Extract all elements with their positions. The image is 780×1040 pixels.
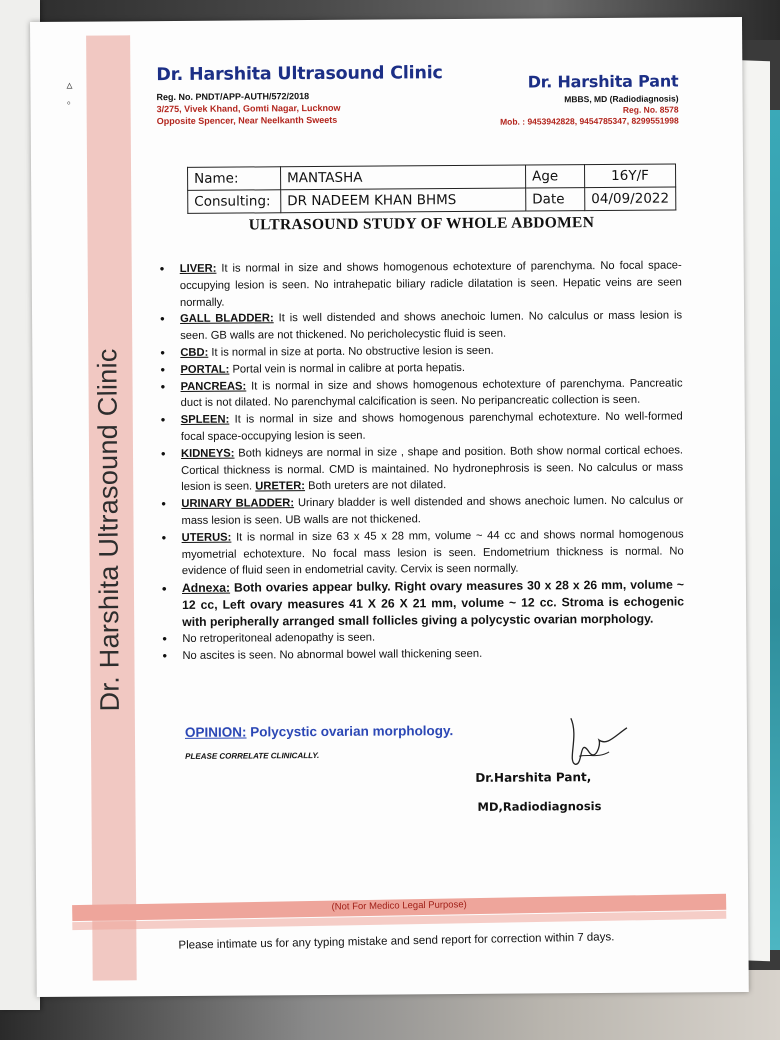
opinion: [185, 723, 453, 740]
finding-text: It is normal in size 63 x 45 x 28 mm, volume ~ 44 cc and shows normal homogenous myometrial echotexture. No focal mass lesion is seen. Endometrium thickness is normal. No evidence of fluid seen in endometrial cavity. Cervix is seen normally.: [181, 528, 684, 578]
finding-text: It is normal in size and shows homogenous echotexture of parenchyma. No focal space-occupying lesion is seen. No intrahepatic biliary radicle dilatation is seen. Hepatic veins are seen normally.: [179, 259, 682, 309]
finding-label: URINARY BLADDER:: [181, 497, 295, 511]
side-stripe-text: Dr. Harshita Ultrasound Clinic: [92, 348, 125, 712]
finding-label: CBD:: [180, 346, 209, 359]
registration-number: Reg. No. PNDT/APP-AUTH/572/2018: [156, 91, 310, 103]
finding-text: Both kidneys are normal in size , shape and position. Both show normal cortical echoes. Cortical thickness is normal. CMD is maintained. No hydronephrosis is seen. No calculus or mass lesion is seen.: [181, 444, 684, 494]
finding-label: LIVER:: [179, 262, 217, 275]
finding-item: [162, 644, 684, 664]
finding-item: [161, 442, 683, 496]
finding-label: Adnexa:: [181, 580, 231, 596]
age-label: Age: [526, 165, 585, 188]
finding-item: [160, 375, 682, 412]
table-row: [188, 164, 676, 190]
finding-text: Both ovaries appear bulky. Right ovary measures 30 x 28 x 26 mm, volume ~ 12 cc, Left ovary measures 41 X 26 X 21 mm, volume ~ 12 cc. Stroma is echogenic with peripherally arranged small follicles giving a polycystic ovarian morphology.: [182, 577, 685, 630]
finding-label: PORTAL:: [180, 363, 230, 376]
finding-item: [162, 577, 684, 632]
footer-band-text: (Not For Medico Legal Purpose): [331, 899, 467, 913]
opinion-label: OPINION:: [184, 724, 247, 740]
date-label: Date: [526, 188, 585, 211]
name-label: Name:: [188, 167, 281, 191]
margin-mark: ▵: [66, 77, 73, 92]
finding-label: URETER:: [255, 480, 306, 493]
finding-label: KIDNEYS:: [180, 447, 235, 460]
finding-label: UTERUS:: [181, 531, 232, 544]
opinion-text: Polycystic ovarian morphology.: [246, 723, 454, 740]
finding-text: It is well distended and shows anechoic lumen. No calculus or mass lesion is seen. GB walls are not thickened. No pericholecystic fluid is seen.: [180, 309, 683, 343]
patient-age: 16Y/F: [585, 164, 676, 188]
signatory-degree: MD,Radiodiagnosis: [477, 799, 602, 814]
clinic-header: [156, 63, 456, 127]
doctor-qualification: MBBS, MD (Radiodiagnosis): [564, 93, 679, 105]
finding-text: Portal vein is normal in calibre at porta hepatis.: [229, 361, 466, 376]
finding-item: [160, 308, 682, 345]
doctor-registration: Reg. No. 8578: [622, 104, 679, 115]
finding-label: PANCREAS:: [180, 380, 247, 393]
finding-item: [162, 526, 684, 580]
finding-label: GALL BLADDER:: [180, 312, 274, 326]
finding-item: [161, 409, 683, 446]
finding-text: Both ureters are not dilated.: [304, 479, 447, 493]
clinic-name: Dr. Harshita Ultrasound Clinic: [156, 63, 443, 86]
report-page: [30, 17, 749, 997]
finding-text: Urinary bladder is well distended and shows anechoic lumen. No calculus or mass lesion is seen. UB walls are not thickened.: [181, 494, 684, 527]
consulting-doctor: DR NADEEM KHAN BHMS: [281, 188, 526, 213]
patient-info-table: [187, 163, 676, 213]
margin-mark: ◦: [66, 95, 71, 110]
finding-item: [161, 493, 683, 530]
signature-scribble: [549, 706, 629, 777]
findings-list: [160, 257, 685, 664]
report-title: ULTRASOUND STUDY OF WHOLE ABDOMEN: [248, 214, 595, 234]
report-date: 04/09/2022: [585, 187, 676, 211]
doctor-header: [418, 71, 678, 128]
signatory-name: Dr.Harshita Pant,: [475, 770, 592, 785]
finding-label: SPLEEN:: [180, 413, 230, 427]
finding-text: It is normal in size and shows homogenous parenchymal echotexture. No well-formed focal space-occupying lesion is seen.: [180, 410, 683, 443]
footer-note: Please intimate us for any typing mistake and send report for correction within 7 days.: [178, 931, 615, 952]
address-line: 3/275, Vivek Khand, Gomti Nagar, Lucknow: [156, 102, 341, 115]
table-row: [188, 187, 676, 213]
address-line: Opposite Spencer, Near Neelkanth Sweets: [156, 114, 338, 127]
finding-item: [160, 257, 682, 311]
doctor-mobile: Mob. : 9453942828, 9454785347, 8299551998: [500, 115, 679, 127]
finding-text: It is normal in size at porta. No obstructive lesion is seen.: [208, 344, 494, 359]
doctor-name: Dr. Harshita Pant: [527, 71, 679, 92]
finding-text: It is normal in size and shows homogenous echotexture of parenchyma. Pancreatic duct is not dilated. No parenchymal calcification is seen. No peripancreatic collection is seen.: [180, 377, 683, 410]
finding-text: No ascites is seen. No abnormal bowel wall thickening seen.: [182, 647, 483, 662]
finding-text: No retroperitoneal adenopathy is seen.: [182, 631, 376, 646]
consulting-label: Consulting:: [188, 190, 281, 214]
correlate-note: PLEASE CORRELATE CLINICALLY.: [185, 750, 320, 761]
patient-name: MANTASHA: [281, 165, 526, 190]
